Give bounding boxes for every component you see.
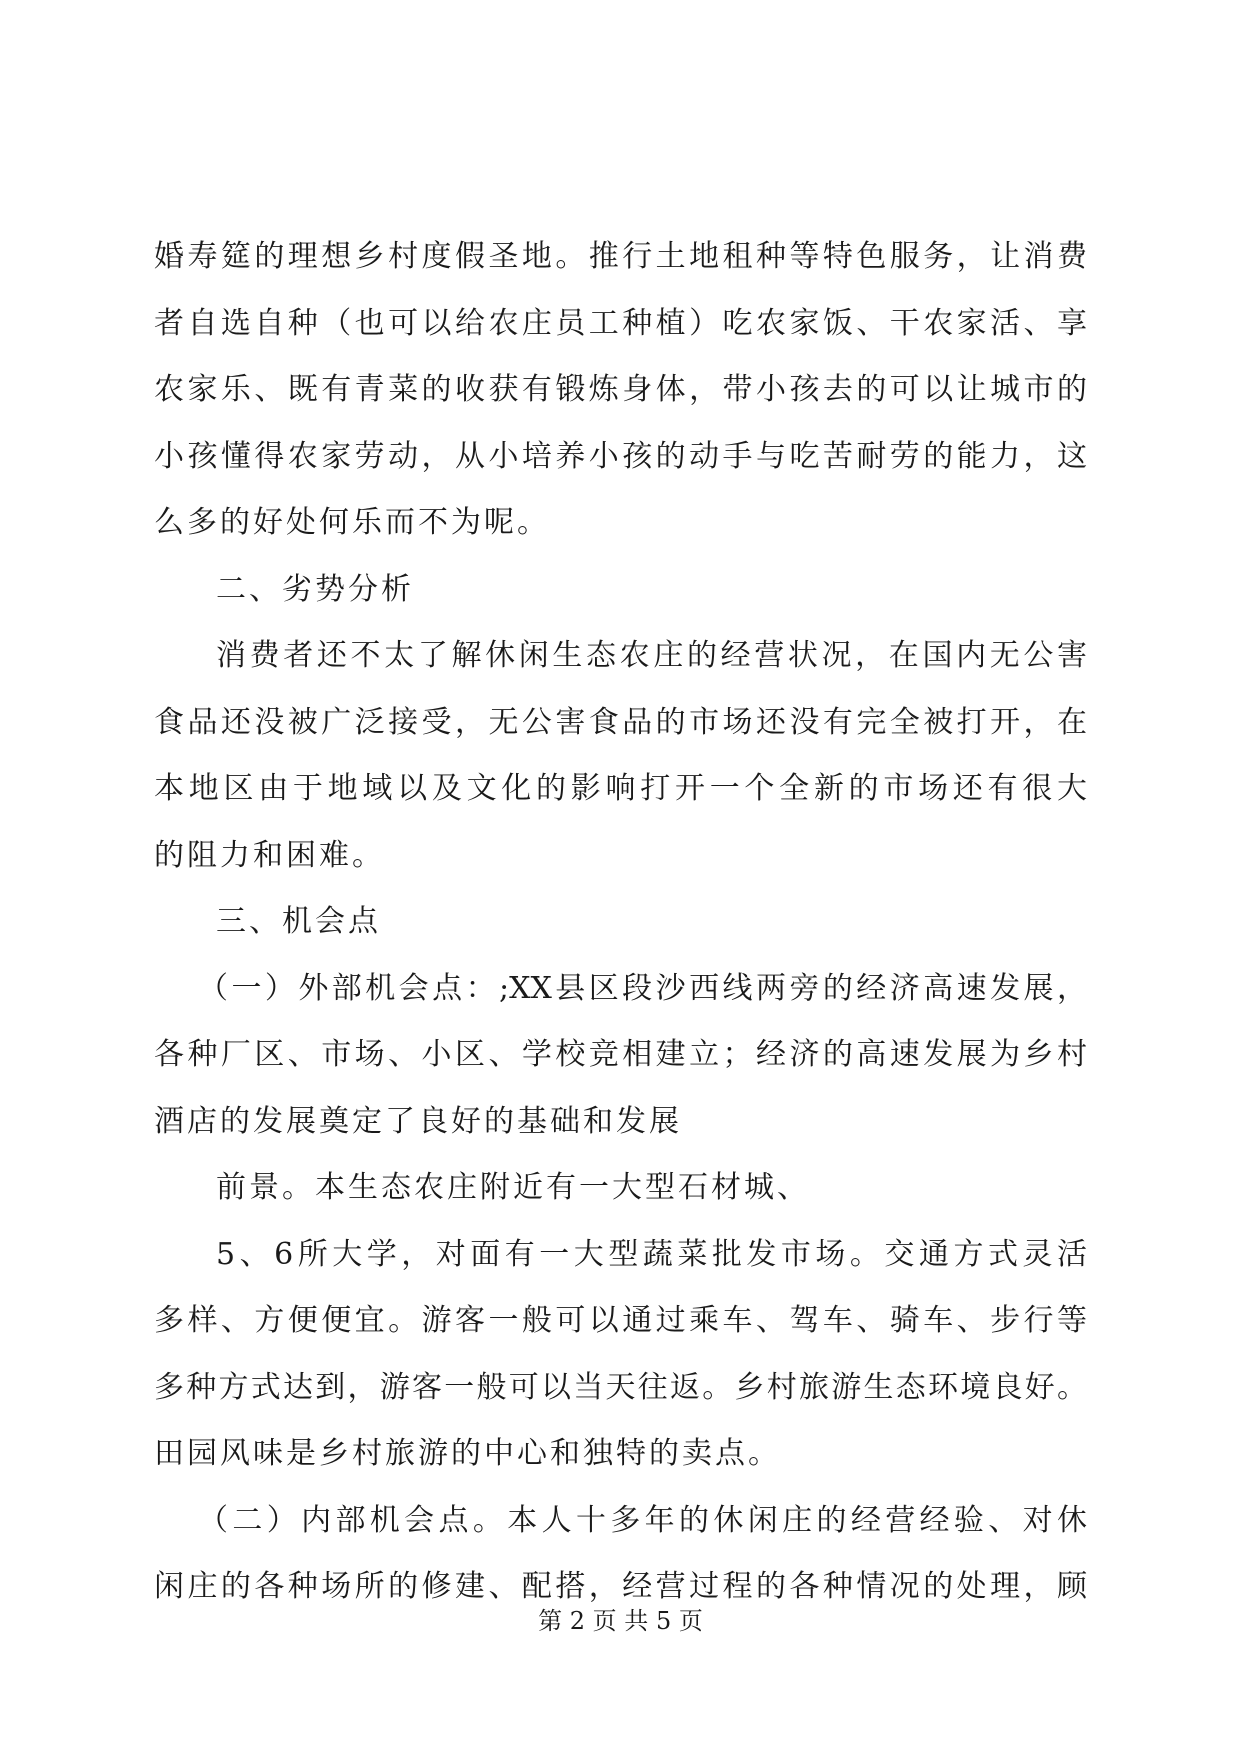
- text-line: 前景。本生态农庄附近有一大型石材城、: [216, 1170, 810, 1205]
- text-line: 田园风味是乡村旅游的中心和独特的卖点。: [154, 1436, 781, 1471]
- text-line: 各种厂区、市场、小区、学校竞相建立；经济的高速发展为乡村: [154, 1037, 1087, 1072]
- text-line: （一）外部机会点：;XX县区段沙西线两旁的经济高速发展，: [198, 970, 1087, 1006]
- text-line: 的阻力和困难。: [154, 837, 385, 873]
- text-line: 消费者还不太了解休闲生态农庄的经营状况，在国内无公害: [216, 638, 1087, 673]
- text-line: 食品还没被广泛接受，无公害食品的市场还没有完全被打开，在: [154, 704, 1087, 740]
- section-heading: 二、劣势分析: [216, 571, 414, 607]
- text-line: 多样、方便便宜。游客一般可以通过乘车、驾车、骑车、步行等: [154, 1303, 1087, 1338]
- text-line: 者自选自种（也可以给农庄员工种植）吃农家饭、干农家活、享: [154, 305, 1087, 341]
- text-line: 小孩懂得农家劳动，从小培养小孩的动手与吃苦耐劳的能力，这: [154, 438, 1087, 474]
- text-line: 么多的好处何乐而不为呢。: [154, 505, 550, 540]
- text-line: 酒店的发展奠定了良好的基础和发展: [154, 1103, 682, 1139]
- text-line: 5、6所大学，对面有一大型蔬菜批发市场。交通方式灵活: [216, 1236, 1087, 1272]
- section-heading: 三、机会点: [216, 904, 381, 939]
- text-line: （二）内部机会点。本人十多年的休闲庄的经营经验、对休: [198, 1502, 1087, 1538]
- page-number: 第 2 页 共 5 页: [538, 1607, 703, 1635]
- text-line: 婚寿筵的理想乡村度假圣地。推行土地租种等特色服务，让消费: [154, 239, 1087, 274]
- text-line: 农家乐、既有青菜的收获有锻炼身体，带小孩去的可以让城市的: [154, 372, 1087, 407]
- text-line: 多种方式达到，游客一般可以当天往返。乡村旅游生态环境良好。: [154, 1369, 1087, 1405]
- text-line: 本地区由于地域以及文化的影响打开一个全新的市场还有很大: [154, 771, 1087, 806]
- text-line: 闲庄的各种场所的修建、配搭，经营过程的各种情况的处理，顾: [154, 1569, 1087, 1604]
- body-text: [154, 224, 1087, 1621]
